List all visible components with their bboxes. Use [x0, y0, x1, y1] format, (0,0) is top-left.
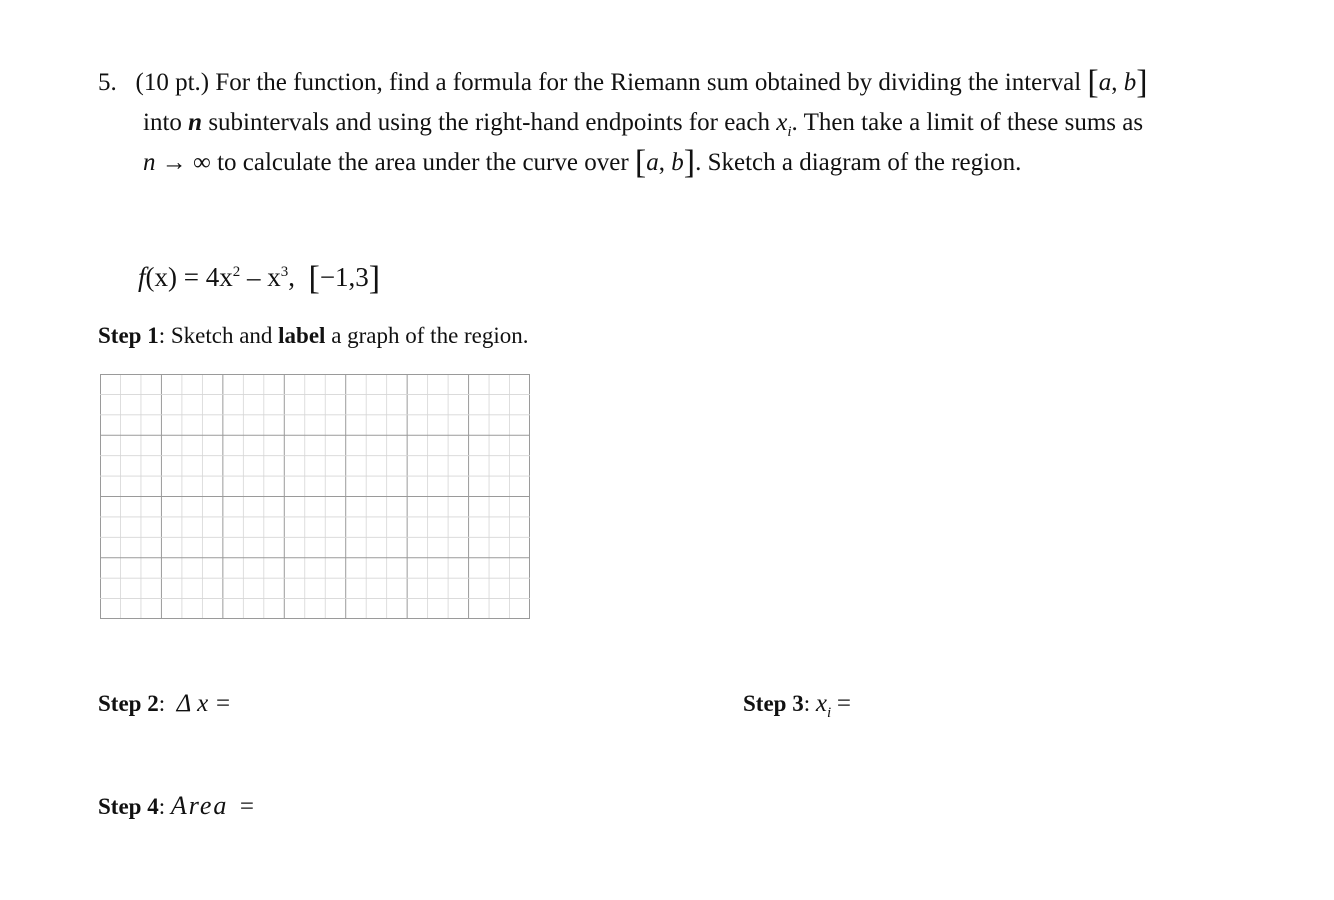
- problem-line-2: [143, 103, 1143, 143]
- interval-b: b: [1123, 69, 1137, 96]
- function-name: f: [138, 262, 146, 292]
- line3-n: n: [143, 149, 156, 176]
- step3-eq: =: [836, 690, 851, 717]
- step2: [98, 684, 231, 724]
- line3-arrow: → ∞: [161, 149, 211, 176]
- step3: [743, 684, 851, 724]
- function-mid: – x: [240, 262, 281, 292]
- function-definition: $f(x) = 4x^2 - x^3$, [−1,3]: [138, 260, 381, 297]
- line3-text: to calculate the area under the curve over: [217, 149, 629, 176]
- step3-i: i: [826, 705, 832, 721]
- step4-label: Step 4: [98, 794, 159, 819]
- line2-n: n: [188, 109, 203, 136]
- line2-i: i: [787, 124, 792, 140]
- step3-label: Step 3: [743, 691, 804, 716]
- step1-label: Step 1: [98, 323, 159, 348]
- graph-paper-grid[interactable]: [100, 374, 530, 619]
- function-exp3: 3: [280, 264, 289, 280]
- step3-x: x: [815, 690, 827, 717]
- step1: [98, 316, 529, 356]
- interval-b-2: b: [671, 149, 684, 176]
- step4-expr: Area: [170, 791, 229, 820]
- step1-text1: : Sketch and: [158, 323, 279, 348]
- step4-eq: =: [239, 793, 255, 820]
- function-comma: ,: [288, 262, 295, 292]
- line3-text2: . Sketch a diagram of the region.: [695, 149, 1022, 176]
- step1-text2: a graph of the region.: [325, 323, 529, 348]
- line2-into: into: [143, 109, 182, 136]
- step4: [98, 786, 254, 827]
- function-exp2: 2: [232, 264, 241, 280]
- step4-colon: :: [158, 794, 166, 819]
- step1-bold: label: [278, 323, 326, 348]
- line2-text: subintervals and using the right-hand endpoints for each: [208, 109, 770, 136]
- step2-expr: Δ x =: [176, 690, 232, 717]
- interval-a: a: [1098, 69, 1112, 96]
- function-interval: −1,3: [319, 262, 369, 292]
- interval-a-2: a: [646, 149, 659, 176]
- line2-x: x: [776, 109, 788, 136]
- problem-line-1: 5. (10 pt.) For the function, find a formula for the Riemann sum obtained by dividing the interval [a, b]: [98, 64, 1148, 101]
- line2-text2: . Then take a limit of these sums as: [791, 109, 1144, 136]
- step2-colon: :: [158, 691, 166, 716]
- step3-colon: :: [803, 691, 811, 716]
- problem-number: 5.: [98, 69, 117, 96]
- step2-label: Step 2: [98, 691, 159, 716]
- problem-line1-text: For the function, find a formula for the Riemann sum obtained by dividing the interval: [215, 69, 1082, 96]
- function-lhs: (x) = 4x: [145, 262, 233, 292]
- problem-line-3: n → ∞ to calculate the area under the curve over [a, b]. Sketch a diagram of the region.: [143, 144, 1022, 181]
- problem-points: (10 pt.): [135, 69, 210, 96]
